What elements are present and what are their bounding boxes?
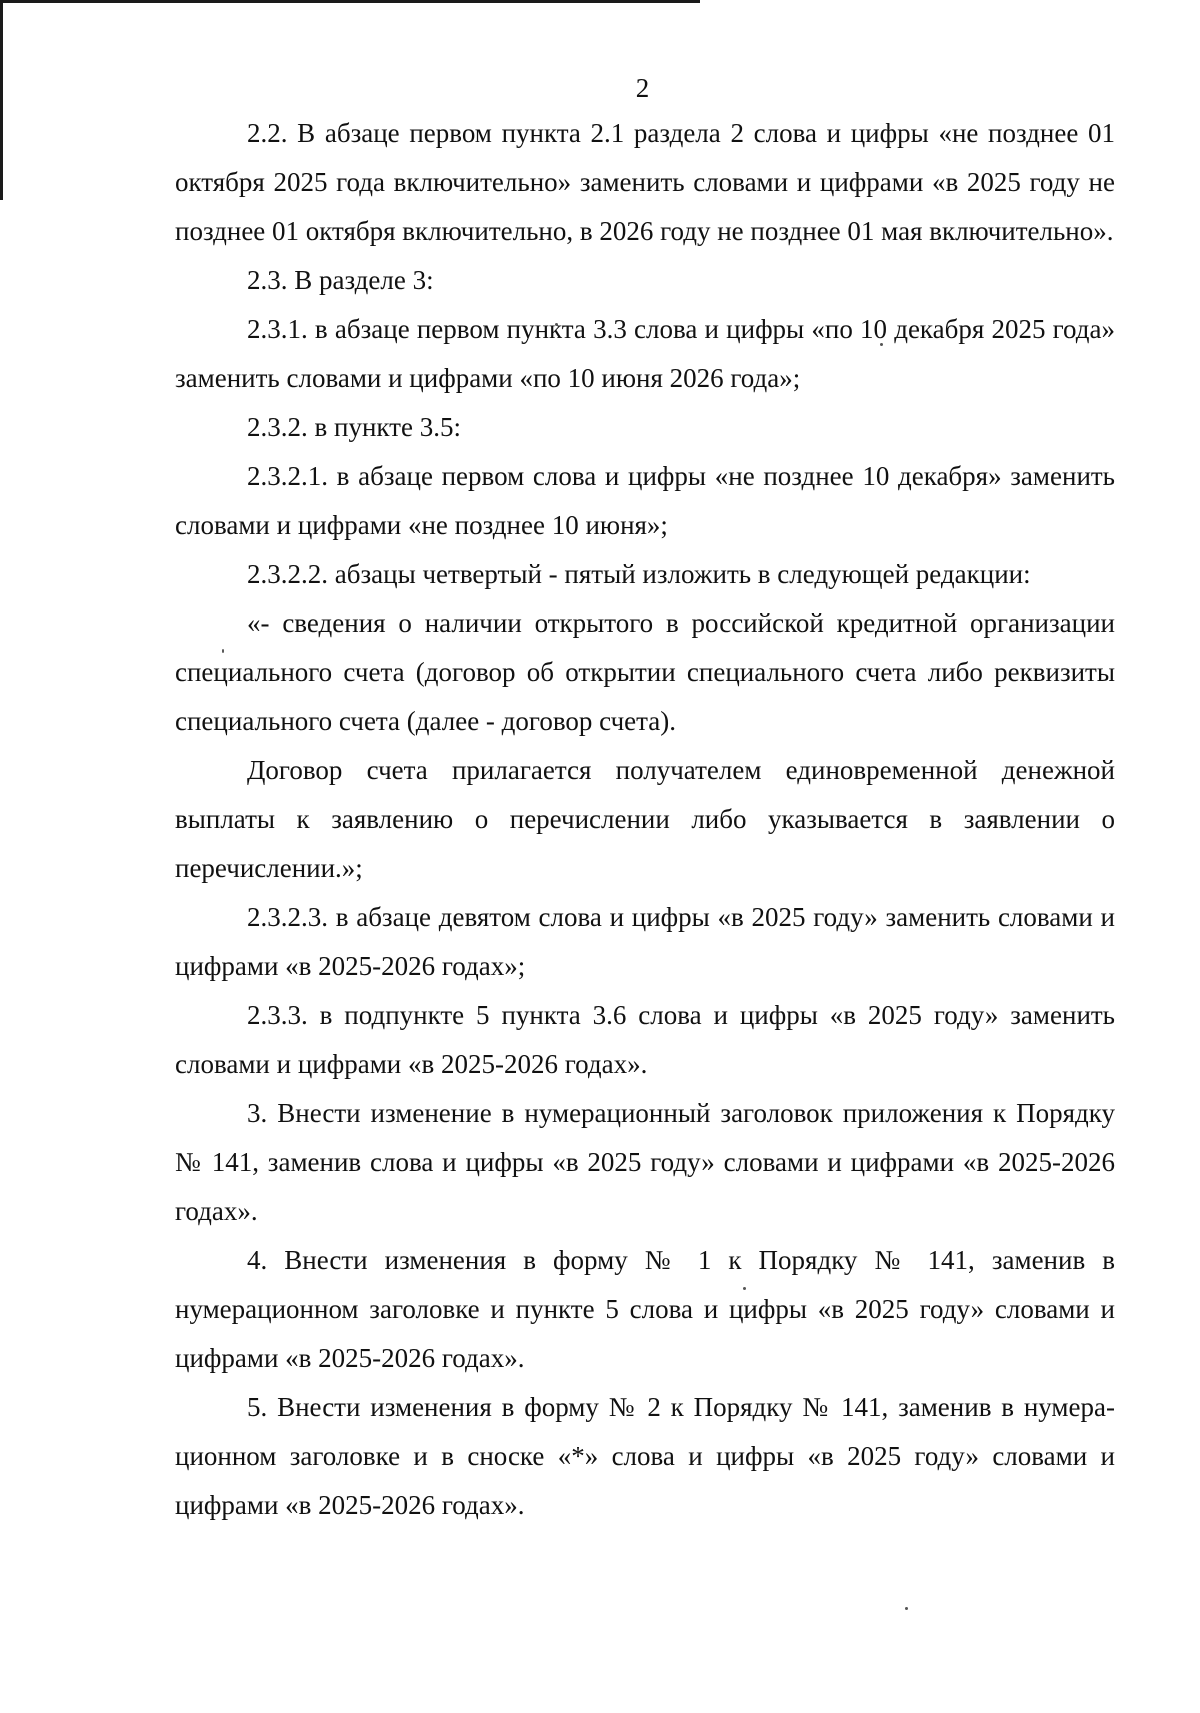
paragraph-3: 3. Внести изменение в нумерационный заголовок приложения к Порядку № 141, заменив слова и цифры «в 2025 году» словами и цифрами «в 2025-2026 годах». — [175, 1098, 1115, 1226]
scan-speck — [905, 1607, 908, 1610]
paragraph-quoted-contract: Договор счета прилагается получателем единовременной денежной выплаты к заявлению о перечислении либо указывается в заявлении о перечислении.»; — [175, 755, 1115, 883]
document-body — [175, 109, 1115, 1530]
paragraph-2-3-2-2: 2.3.2.2. абзацы четвертый - пятый изложить в следующей редакции: — [247, 559, 1031, 589]
paragraph-5: 5. Внести изменения в форму № 2 к Порядку № 141, заменив в нумерационном заголовке и в сноске «*» слова и цифры «в 2025 году» словами и цифрами «в 2025-2026 годах». — [175, 1392, 1115, 1520]
paragraph-2-3-1: 2.3.1. в абзаце первом пункта 3.3 слова и цифры «по 10 декабря 2025 года» заменить словами и цифрами «по 10 июня 2026 года»; — [175, 314, 1115, 393]
paragraph-2-3-2-1: 2.3.2.1. в абзаце первом слова и цифры «не позднее 10 декабря» заменить словами и цифрами «не позднее 10 июня»; — [175, 461, 1115, 540]
page-number: 2 — [635, 73, 650, 103]
paragraph-4: 4. Внести изменения в форму № 1 к Порядку № 141, заменив в нумерационном заголовке и пункте 5 слова и цифры «в 2025 году» словами и цифрами «в 2025-2026 годах». — [175, 1245, 1115, 1373]
paragraph-2-3-2-3: 2.3.2.3. в абзаце девятом слова и цифры «в 2025 году» заменить словами и цифрами «в 2025-2026 годах»; — [175, 902, 1115, 981]
paragraph-2-3: 2.3. В разделе 3: — [247, 265, 434, 295]
scan-edge-top — [0, 0, 700, 3]
paragraph-2-3-3: 2.3.3. в подпункте 5 пункта 3.6 слова и цифры «в 2025 году» заменить словами и цифрами «в 2025-2026 годах». — [175, 1000, 1115, 1079]
paragraph-2-2: 2.2. В абзаце первом пункта 2.1 раздела 2 слова и цифры «не позднее 01 октября 2025 года включительно» заменить словами и цифрами «в 2025 году не позднее 01 октября включительно, в 2026 году не позднее 01 мая включительно». — [175, 118, 1115, 246]
paragraph-quoted-item: «- сведения о наличии открытого в российской кредитной организации специального счета (договор об открытии специального счета либо реквизиты специального счета (далее - договор счета). — [175, 608, 1115, 736]
paragraph-2-3-2: 2.3.2. в пункте 3.5: — [247, 412, 461, 442]
